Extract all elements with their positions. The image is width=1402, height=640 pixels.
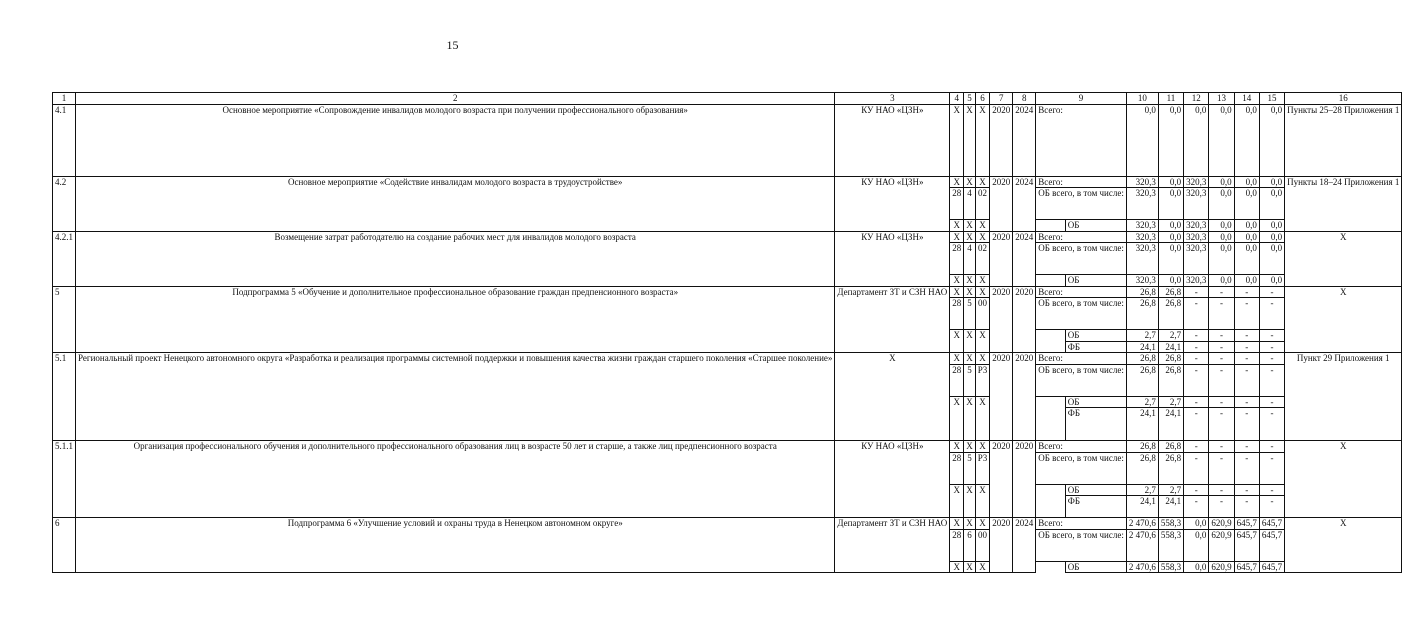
value-cell: 645,7 (1234, 529, 1259, 561)
code-cell: X (964, 231, 976, 243)
value-cell: 2,7 (1126, 330, 1158, 342)
value-cell: 0,0 (1259, 243, 1284, 275)
note: X (1285, 286, 1402, 353)
value-cell: 0,0 (1126, 104, 1158, 176)
code-cell: 28 (950, 452, 964, 484)
value-cell: - (1259, 452, 1284, 484)
row-number: 6 (53, 518, 76, 573)
value-cell: 26,8 (1158, 353, 1183, 365)
header-cell: 4 (950, 93, 964, 105)
year-start: 2020 (990, 231, 1013, 286)
value-cell: 26,8 (1158, 298, 1183, 330)
code-cell: X (950, 220, 964, 232)
value-cell: 320,3 (1184, 275, 1209, 287)
note: X (1285, 518, 1402, 573)
value-cell: 0,0 (1259, 104, 1284, 176)
table-row (53, 518, 1402, 530)
code-cell: 28 (950, 364, 964, 396)
header-cell: 12 (1184, 93, 1209, 105)
value-cell: - (1259, 353, 1284, 365)
code-cell: X (964, 396, 976, 441)
value-cell: 645,7 (1234, 518, 1259, 530)
value-cell: - (1234, 330, 1259, 342)
value-cell: 645,7 (1259, 529, 1284, 561)
measure-name: Региональный проект Ненецкого автономного округа «Разработка и реализация программы системной поддержки и повышения качества жизни граждан старшего поколения «Старшее поколение» (76, 353, 835, 441)
value-cell: - (1209, 298, 1234, 330)
header-cell: 11 (1158, 93, 1183, 105)
header-cell: 8 (1013, 93, 1036, 105)
code-cell: X (950, 286, 964, 298)
value-cell: - (1234, 441, 1259, 453)
code-cell: 5 (964, 364, 976, 396)
page-number: 15 (446, 38, 459, 52)
header-cell: 7 (990, 93, 1013, 105)
code-cell: X (964, 176, 976, 188)
value-cell: - (1259, 330, 1284, 342)
funding-source: ФБ (1065, 408, 1126, 441)
value-cell: - (1234, 364, 1259, 396)
value-cell: 0,0 (1184, 561, 1209, 573)
value-cell: - (1234, 452, 1259, 484)
code-cell: X (950, 353, 964, 365)
value-cell: 320,3 (1126, 188, 1158, 220)
value-cell: 0,0 (1259, 231, 1284, 243)
value-cell: 2 470,6 (1126, 529, 1158, 561)
executor: КУ НАО «ЦЗН» (835, 231, 950, 286)
funding-source: ОБ (1065, 484, 1126, 496)
value-cell: - (1184, 396, 1209, 408)
value-cell: - (1259, 286, 1284, 298)
value-cell: - (1234, 298, 1259, 330)
code-cell: X (964, 104, 976, 176)
source-indent (1036, 561, 1066, 573)
value-cell: 0,0 (1209, 243, 1234, 275)
funding-source: ОБ всего, в том числе: (1036, 243, 1127, 275)
value-cell: 24,1 (1158, 341, 1183, 353)
value-cell: 0,0 (1209, 231, 1234, 243)
code-cell: X (975, 561, 990, 573)
header-cell: 2 (76, 93, 835, 105)
value-cell: 320,3 (1184, 220, 1209, 232)
code-cell: X (964, 275, 976, 287)
value-cell: 620,9 (1209, 529, 1234, 561)
value-cell: - (1209, 408, 1234, 441)
funding-source: ОБ всего, в том числе: (1036, 364, 1127, 396)
value-cell: 0,0 (1158, 243, 1183, 275)
executor: КУ НАО «ЦЗН» (835, 104, 950, 176)
funding-source: ОБ (1065, 275, 1126, 287)
header-cell: 16 (1285, 93, 1402, 105)
value-cell: 0,0 (1209, 220, 1234, 232)
value-cell: 26,8 (1158, 286, 1183, 298)
year-start: 2020 (990, 176, 1013, 231)
code-cell: X (964, 330, 976, 353)
code-cell: 5 (964, 298, 976, 330)
value-cell: 558,3 (1158, 561, 1183, 573)
source-indent (1036, 330, 1066, 353)
table-row (53, 231, 1402, 243)
value-cell: 0,0 (1158, 104, 1183, 176)
value-cell: 320,3 (1184, 231, 1209, 243)
value-cell: 26,8 (1158, 452, 1183, 484)
funding-source: ОБ (1065, 220, 1126, 232)
funding-source: Всего: (1036, 176, 1127, 188)
funding-source: ОБ (1065, 330, 1126, 342)
value-cell: 0,0 (1259, 188, 1284, 220)
code-cell: 00 (975, 529, 990, 561)
value-cell: 645,7 (1259, 518, 1284, 530)
note: Пункты 18–24 Приложения 1 (1285, 176, 1402, 231)
funding-source: Всего: (1036, 104, 1127, 176)
funding-source: ОБ всего, в том числе: (1036, 188, 1127, 220)
executor: Департамент ЗТ и СЗН НАО (835, 518, 950, 573)
value-cell: 0,0 (1259, 176, 1284, 188)
value-cell: - (1184, 353, 1209, 365)
measure-name: Организация профессионального обучения и дополнительного профессионального образования лиц в возрасте 50 лет и старше, а также лиц предпенсионного возраста (76, 441, 835, 518)
code-cell: X (975, 275, 990, 287)
value-cell: 0,0 (1234, 231, 1259, 243)
value-cell: 2 470,6 (1126, 561, 1158, 573)
value-cell: - (1259, 298, 1284, 330)
funding-source: Всего: (1036, 231, 1127, 243)
value-cell: 0,0 (1234, 176, 1259, 188)
table-row (53, 286, 1402, 298)
code-cell: X (950, 441, 964, 453)
row-number: 5.1 (53, 353, 76, 441)
code-cell: X (950, 231, 964, 243)
measure-name: Основное мероприятие «Содействие инвалидам молодого возраста в трудоустройстве» (76, 176, 835, 231)
value-cell: - (1234, 286, 1259, 298)
value-cell: 645,7 (1234, 561, 1259, 573)
measure-name: Подпрограмма 6 «Улучшение условий и охраны труда в Ненецком автономном округе» (76, 518, 835, 573)
value-cell: 26,8 (1126, 298, 1158, 330)
value-cell: 320,3 (1126, 231, 1158, 243)
year-start: 2020 (990, 518, 1013, 573)
header-cell: 6 (975, 93, 990, 105)
header-cell: 14 (1234, 93, 1259, 105)
header-cell: 5 (964, 93, 976, 105)
code-cell: X (950, 396, 964, 441)
code-cell: X (950, 176, 964, 188)
value-cell: 0,0 (1209, 188, 1234, 220)
value-cell: 0,0 (1259, 275, 1284, 287)
code-cell: X (975, 441, 990, 453)
budget-table (52, 92, 1402, 573)
year-end: 2020 (1013, 441, 1036, 518)
value-cell: - (1184, 364, 1209, 396)
code-cell: X (975, 231, 990, 243)
code-cell: X (975, 330, 990, 353)
code-cell: 28 (950, 243, 964, 275)
value-cell: 320,3 (1184, 243, 1209, 275)
header-row (53, 93, 1402, 105)
code-cell: X (975, 484, 990, 518)
year-end: 2020 (1013, 353, 1036, 441)
value-cell: 620,9 (1209, 561, 1234, 573)
funding-source: Всего: (1036, 353, 1127, 365)
value-cell: - (1184, 496, 1209, 518)
code-cell: 28 (950, 298, 964, 330)
value-cell: - (1209, 496, 1234, 518)
value-cell: 0,0 (1234, 104, 1259, 176)
value-cell: 2,7 (1158, 484, 1183, 496)
code-cell: X (950, 330, 964, 353)
value-cell: - (1209, 330, 1234, 342)
value-cell: 0,0 (1259, 220, 1284, 232)
value-cell: - (1209, 341, 1234, 353)
value-cell: 2,7 (1126, 396, 1158, 408)
value-cell: 0,0 (1234, 275, 1259, 287)
value-cell: 0,0 (1209, 104, 1234, 176)
value-cell: - (1234, 341, 1259, 353)
funding-source: ОБ (1065, 561, 1126, 573)
value-cell: - (1259, 496, 1284, 518)
value-cell: 0,0 (1184, 104, 1209, 176)
value-cell: 2,7 (1158, 396, 1183, 408)
value-cell: 558,3 (1158, 529, 1183, 561)
table-row (53, 441, 1402, 453)
code-cell: 6 (964, 529, 976, 561)
year-start: 2020 (990, 441, 1013, 518)
executor: Департамент ЗТ и СЗН НАО (835, 286, 950, 353)
value-cell: - (1209, 396, 1234, 408)
code-cell: X (950, 561, 964, 573)
value-cell: - (1259, 484, 1284, 496)
source-indent (1036, 396, 1066, 441)
value-cell: 320,3 (1126, 243, 1158, 275)
code-cell: 5 (964, 452, 976, 484)
executor: КУ НАО «ЦЗН» (835, 176, 950, 231)
value-cell: - (1209, 452, 1234, 484)
executor: КУ НАО «ЦЗН» (835, 441, 950, 518)
header-cell: 13 (1209, 93, 1234, 105)
code-cell: X (950, 518, 964, 530)
code-cell: P3 (975, 364, 990, 396)
code-cell: X (975, 220, 990, 232)
value-cell: 620,9 (1209, 518, 1234, 530)
value-cell: 24,1 (1126, 408, 1158, 441)
year-end: 2024 (1013, 104, 1036, 176)
funding-source: Всего: (1036, 441, 1127, 453)
code-cell: X (975, 286, 990, 298)
code-cell: X (964, 561, 976, 573)
value-cell: - (1184, 341, 1209, 353)
funding-source: ФБ (1065, 341, 1126, 353)
value-cell: - (1209, 286, 1234, 298)
value-cell: 24,1 (1158, 496, 1183, 518)
value-cell: 0,0 (1158, 231, 1183, 243)
header-cell: 15 (1259, 93, 1284, 105)
value-cell: 26,8 (1126, 353, 1158, 365)
code-cell: X (975, 104, 990, 176)
value-cell: 0,0 (1184, 529, 1209, 561)
measure-name: Основное мероприятие «Сопровождение инвалидов молодого возраста при получении профессионального образования» (76, 104, 835, 176)
code-cell: 00 (975, 298, 990, 330)
code-cell: 28 (950, 188, 964, 220)
value-cell: 2 470,6 (1126, 518, 1158, 530)
year-start: 2020 (990, 104, 1013, 176)
value-cell: 0,0 (1158, 275, 1183, 287)
value-cell: - (1259, 396, 1284, 408)
source-indent (1036, 220, 1066, 232)
value-cell: - (1259, 341, 1284, 353)
header-cell: 10 (1126, 93, 1158, 105)
header-cell: 1 (53, 93, 76, 105)
value-cell: 26,8 (1126, 286, 1158, 298)
value-cell: - (1184, 286, 1209, 298)
code-cell: X (964, 518, 976, 530)
value-cell: 0,0 (1158, 176, 1183, 188)
code-cell: X (964, 441, 976, 453)
code-cell: X (950, 104, 964, 176)
note: X (1285, 231, 1402, 286)
value-cell: - (1234, 353, 1259, 365)
code-cell: 4 (964, 243, 976, 275)
value-cell: 0,0 (1184, 518, 1209, 530)
value-cell: 24,1 (1126, 496, 1158, 518)
executor: X (835, 353, 950, 441)
value-cell: 558,3 (1158, 518, 1183, 530)
value-cell: - (1234, 484, 1259, 496)
code-cell: X (975, 518, 990, 530)
funding-source: Всего: (1036, 286, 1127, 298)
value-cell: - (1234, 408, 1259, 441)
value-cell: 320,3 (1126, 275, 1158, 287)
table-row (53, 104, 1402, 176)
value-cell: 0,0 (1234, 220, 1259, 232)
code-cell: X (975, 353, 990, 365)
value-cell: 320,3 (1126, 220, 1158, 232)
header-cell: 3 (835, 93, 950, 105)
funding-source: ОБ (1065, 396, 1126, 408)
value-cell: - (1259, 408, 1284, 441)
row-number: 4.1 (53, 104, 76, 176)
code-cell: X (950, 275, 964, 287)
value-cell: 320,3 (1126, 176, 1158, 188)
value-cell: 2,7 (1126, 484, 1158, 496)
value-cell: 0,0 (1234, 188, 1259, 220)
value-cell: - (1209, 441, 1234, 453)
note: Пункт 29 Приложения 1 (1285, 353, 1402, 441)
code-cell: X (950, 484, 964, 518)
value-cell: 24,1 (1126, 341, 1158, 353)
value-cell: 0,0 (1234, 243, 1259, 275)
row-number: 5 (53, 286, 76, 353)
value-cell: - (1209, 484, 1234, 496)
note: Пункты 25–28 Приложения 1 (1285, 104, 1402, 176)
note: X (1285, 441, 1402, 518)
value-cell: 0,0 (1158, 220, 1183, 232)
value-cell: 320,3 (1184, 188, 1209, 220)
code-cell: 4 (964, 188, 976, 220)
value-cell: 2,7 (1158, 330, 1183, 342)
funding-source: ФБ (1065, 496, 1126, 518)
value-cell: 0,0 (1158, 188, 1183, 220)
year-start: 2020 (990, 353, 1013, 441)
funding-source: ОБ всего, в том числе: (1036, 298, 1127, 330)
value-cell: - (1184, 408, 1209, 441)
code-cell: X (964, 220, 976, 232)
funding-source: ОБ всего, в том числе: (1036, 452, 1127, 484)
value-cell: 26,8 (1126, 452, 1158, 484)
year-end: 2020 (1013, 286, 1036, 353)
header-cell: 9 (1036, 93, 1127, 105)
code-cell: 28 (950, 529, 964, 561)
value-cell: - (1184, 484, 1209, 496)
value-cell: - (1184, 298, 1209, 330)
value-cell: 24,1 (1158, 408, 1183, 441)
value-cell: 320,3 (1184, 176, 1209, 188)
year-end: 2024 (1013, 176, 1036, 231)
value-cell: - (1259, 441, 1284, 453)
funding-source: ОБ всего, в том числе: (1036, 529, 1127, 561)
value-cell: - (1184, 452, 1209, 484)
year-end: 2024 (1013, 518, 1036, 573)
value-cell: 645,7 (1259, 561, 1284, 573)
source-indent (1036, 275, 1066, 287)
code-cell: X (964, 286, 976, 298)
value-cell: - (1234, 496, 1259, 518)
value-cell: - (1184, 441, 1209, 453)
code-cell: 02 (975, 243, 990, 275)
code-cell: X (964, 484, 976, 518)
code-cell: P3 (975, 452, 990, 484)
value-cell: 0,0 (1209, 176, 1234, 188)
code-cell: X (975, 396, 990, 441)
value-cell: 26,8 (1158, 441, 1183, 453)
table-row (53, 353, 1402, 365)
row-number: 4.2.1 (53, 231, 76, 286)
measure-name: Возмещение затрат работодателю на создание рабочих мест для инвалидов молодого возраста (76, 231, 835, 286)
code-cell: X (964, 353, 976, 365)
value-cell: 26,8 (1158, 364, 1183, 396)
code-cell: 02 (975, 188, 990, 220)
value-cell: 26,8 (1126, 364, 1158, 396)
year-end: 2024 (1013, 231, 1036, 286)
year-start: 2020 (990, 286, 1013, 353)
value-cell: - (1209, 364, 1234, 396)
value-cell: 26,8 (1126, 441, 1158, 453)
row-number: 5.1.1 (53, 441, 76, 518)
measure-name: Подпрограмма 5 «Обучение и дополнительное профессиональное образование граждан предпенсионного возраста» (76, 286, 835, 353)
source-indent (1036, 484, 1066, 518)
value-cell: - (1259, 364, 1284, 396)
value-cell: - (1184, 330, 1209, 342)
row-number: 4.2 (53, 176, 76, 231)
table-row (53, 176, 1402, 188)
value-cell: - (1234, 396, 1259, 408)
value-cell: 0,0 (1209, 275, 1234, 287)
value-cell: - (1209, 353, 1234, 365)
code-cell: X (975, 176, 990, 188)
funding-source: Всего: (1036, 518, 1127, 530)
